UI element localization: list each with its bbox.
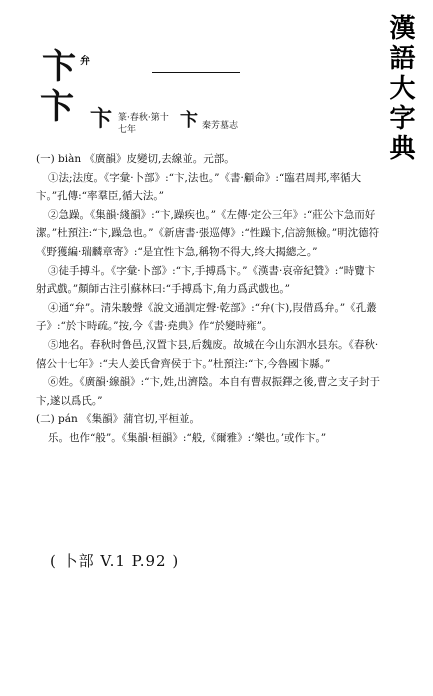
sense-4: ④通“弁”。清朱駿聲《說文通訓定聲·乾部》:“弁(卞),叚借爲弁。”《孔叢子》:“於卞時疏。”按,今《書·堯典》作“於變時雍”。 (36, 301, 377, 333)
divider-line (152, 72, 240, 73)
sense-3: ③徒手搏斗。《字彙·卜部》:“卞,手搏爲卞。”《漢書·哀帝紀贊》:“時覽卞射武戲。”顏師古注引蘇林曰:“手搏爲卞,角力爲武戲也。” (36, 264, 376, 296)
reading-1-header: (一) biàn 《廣韻》皮變切,去線並。元部。 (36, 153, 235, 165)
sense-2: ②急躁。《集韻·綫韻》:“卞,躁疾也。”《左傳·定公三年》:“莊公卞急而好潔。”杜預注:“卞,躁急也。”《新唐書·張巡傳》:“性躁卞,信謗無檢。”明沈德符《野獲編·瑞麟章寄》:“是宜性卞急,稱物不得大,终大揭總之。” (36, 208, 380, 258)
sense-1: ①法;法度。《字彙·卜部》:“卞,法也。”《書·顧命》:“臨君周邦,率循大卞。”孔傳:“率羣臣,循大法。” (36, 171, 362, 203)
entry-body (36, 150, 382, 448)
variant-source-1: 篆·春秋·第十七年 (118, 113, 169, 135)
sense-7: 乐。也作“般”。《集韻·桓韻》:“般,《爾雅》:‘樂也。’或作卞。” (48, 431, 327, 444)
headword-note: 弁 (80, 56, 90, 67)
variant-source-2: 秦芳墓志 (202, 121, 239, 131)
sense-6: ⑥姓。《廣韻·線韻》:“卞,姓,出濟陰。本自有曹叔振鐸之後,曹之支子封于卞,遂以爲氏。” (36, 376, 381, 407)
variant-char-2: 卞 (180, 110, 198, 131)
headword-char-seal: 卞 (40, 87, 74, 127)
reading-2-header: (二) pán 《集韻》蒲官切,平桓並。 (36, 413, 200, 426)
sense-5: ⑤地名。春秋时鲁邑,汉置卞县,后魏废。故城在今山东泗水县东。《春秋·僖公十七年》:“夫人姜氏會齊侯于卞。”杜預注:“卞,今魯國卞縣。” (36, 338, 379, 370)
headword-char: 卞 (42, 47, 76, 87)
book-title: 漢語大字典 (385, 14, 415, 164)
variant-char-1: 卞 (90, 106, 113, 132)
handwritten-page-ref: ( 卜部 V.1 P.92 ) (50, 552, 180, 570)
